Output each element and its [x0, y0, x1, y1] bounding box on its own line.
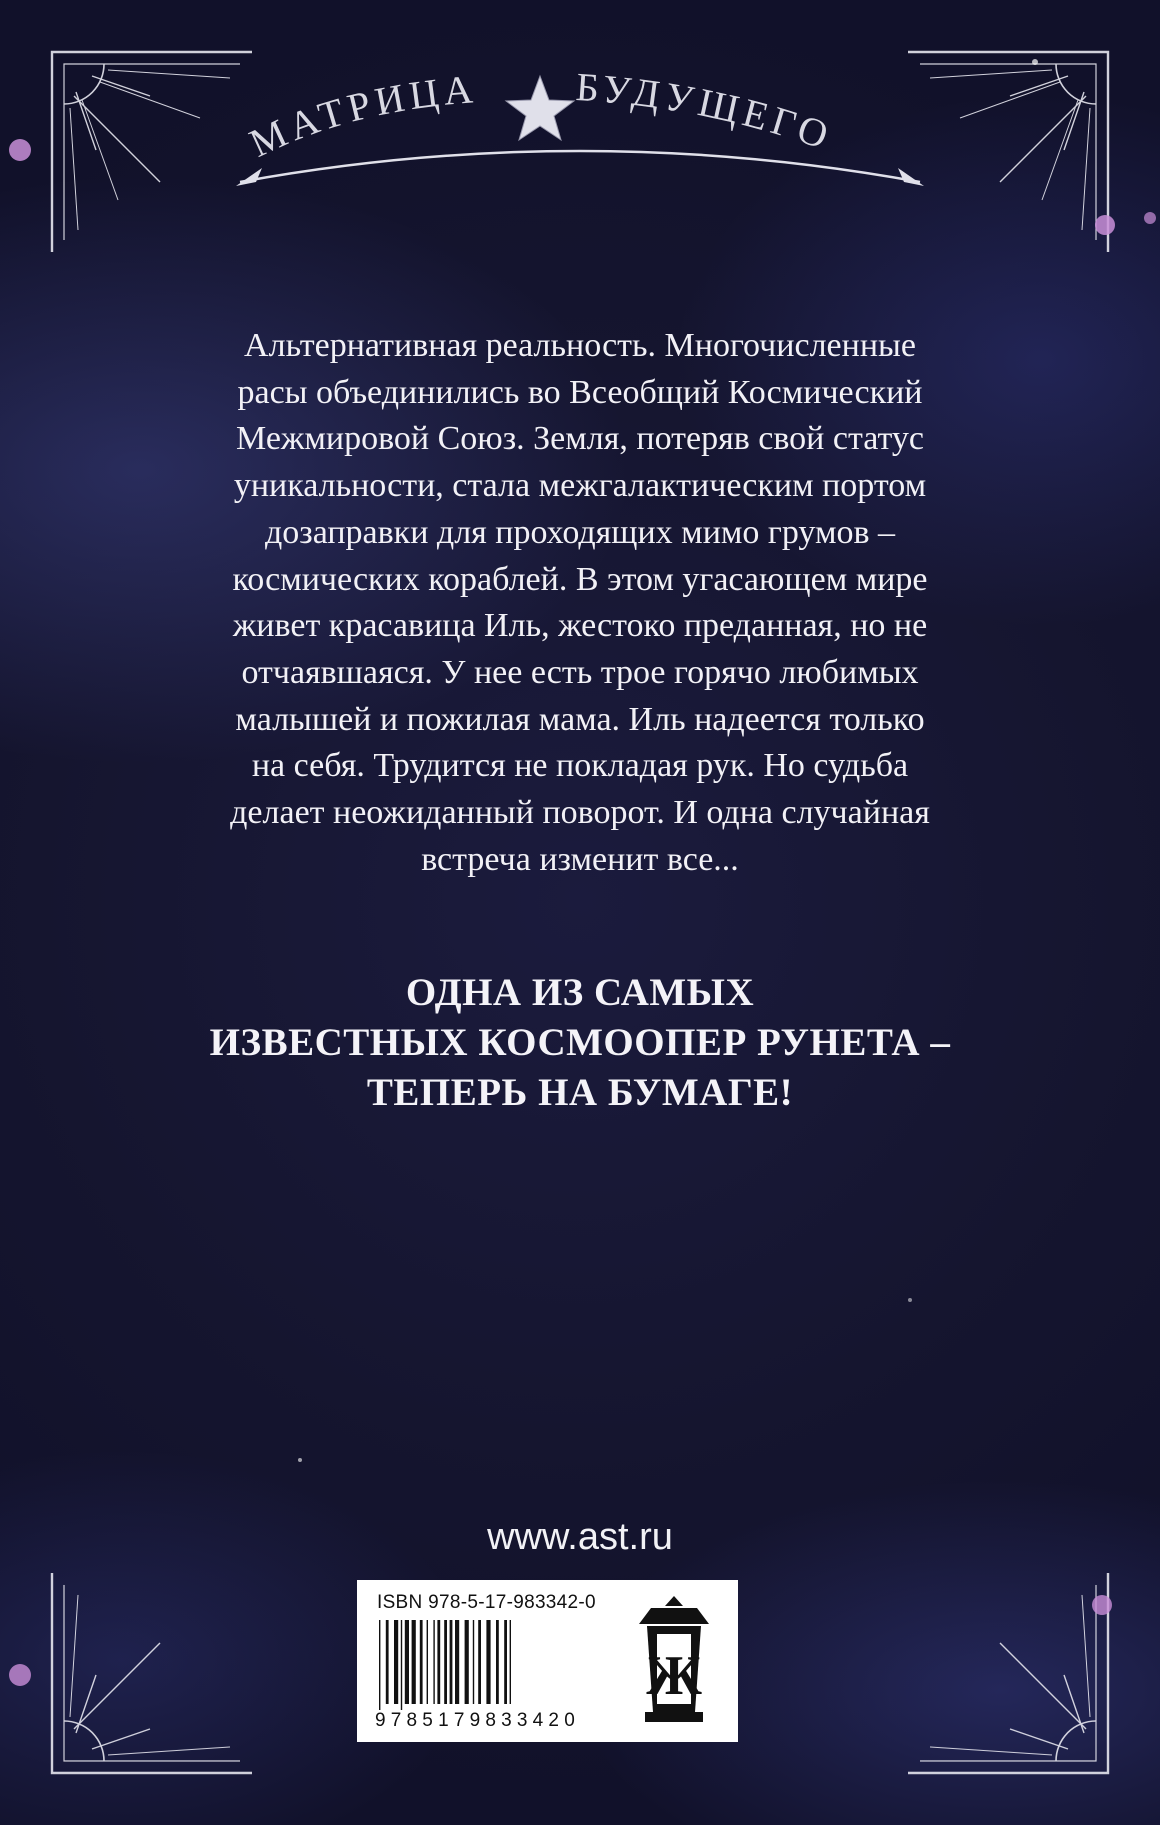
description-line: отчаявшаяся. У нее есть трое горячо любимых	[241, 653, 919, 691]
barcode-bar	[379, 1620, 380, 1710]
description-line: уникальности, стала межгалактическим портом	[233, 467, 927, 505]
isbn-label: ISBN 978-5-17-983342-0	[377, 1592, 596, 1613]
series-word-right: БУДУЩЕГО	[574, 70, 839, 160]
barcode-bar	[386, 1620, 389, 1704]
tagline-line: ИЗВЕСТНЫХ КОСМООПЕР РУНЕТА –	[209, 1021, 951, 1064]
description-line: делает неожиданный поворот. И одна случайная	[230, 794, 930, 832]
barcode-bar	[510, 1620, 511, 1704]
barcode-bar	[450, 1620, 453, 1704]
corner-bottom-right-ornament	[908, 1573, 1108, 1773]
barcode-bar	[486, 1620, 490, 1704]
barcode-bar	[420, 1620, 423, 1704]
description-line: Межмировой Союз. Земля, потеряв свой статус	[236, 420, 924, 458]
description-line: живет красавица Иль, жестоко преданная, но не	[232, 607, 928, 645]
star-icon	[506, 76, 574, 140]
orb	[1092, 1595, 1112, 1615]
book-description	[140, 323, 1020, 883]
orb	[908, 1298, 912, 1302]
description-line: расы объединились во Всеобщий Космический	[237, 373, 923, 411]
series-word-left: МАТРИЦА	[242, 70, 480, 166]
tagline-line: ТЕПЕРЬ НА БУМАГЕ!	[366, 1071, 794, 1114]
tagline-line: ОДНА ИЗ САМЫХ	[405, 971, 755, 1014]
description-line: встреча изменит все...	[421, 840, 739, 878]
orb	[9, 1664, 31, 1686]
description-line: космических кораблей. В этом угасающем мире	[232, 560, 928, 598]
arc-left-tip	[236, 168, 262, 186]
barcode-panel	[357, 1580, 738, 1742]
publisher-website: www.ast.ru	[487, 1516, 673, 1558]
description-line: дозаправки для проходящих мимо грумов –	[264, 513, 896, 551]
barcode-bar	[412, 1620, 416, 1704]
barcode-bar	[478, 1620, 481, 1704]
publisher-logo-lantern-icon	[633, 1594, 715, 1730]
orb	[1095, 215, 1115, 235]
arc-right-tip	[898, 168, 924, 186]
description-line: Альтернативная реальность. Многочисленные	[244, 327, 916, 364]
description-line: малышей и пожилая мама. Иль надеется только	[235, 700, 925, 738]
barcode-bar	[427, 1620, 428, 1704]
logo-letter: Ж	[646, 1645, 702, 1707]
orb	[1032, 59, 1038, 65]
barcode-bar	[394, 1620, 398, 1704]
series-title-graphic	[0, 70, 1160, 190]
series-title	[0, 70, 1160, 190]
corner-bottom-left-ornament	[52, 1573, 252, 1773]
barcode-bar	[465, 1620, 469, 1704]
barcode-bar	[473, 1620, 474, 1704]
barcode-bar	[504, 1620, 507, 1704]
orb	[298, 1458, 302, 1462]
barcode-bar	[437, 1620, 440, 1704]
barcode-bars	[379, 1620, 613, 1710]
barcode-bar	[444, 1620, 447, 1704]
barcode-bar	[433, 1620, 434, 1704]
barcode-bar	[455, 1620, 459, 1704]
description-line: на себя. Трудится не покладая рук. Но судьба	[251, 747, 909, 785]
orb	[1144, 212, 1156, 224]
barcode-bar	[401, 1620, 402, 1710]
barcode-bar	[405, 1620, 409, 1704]
barcode-bar	[496, 1620, 499, 1704]
promo-tagline	[100, 968, 1060, 1118]
barcode-digits: 9785179833420	[375, 1710, 580, 1731]
